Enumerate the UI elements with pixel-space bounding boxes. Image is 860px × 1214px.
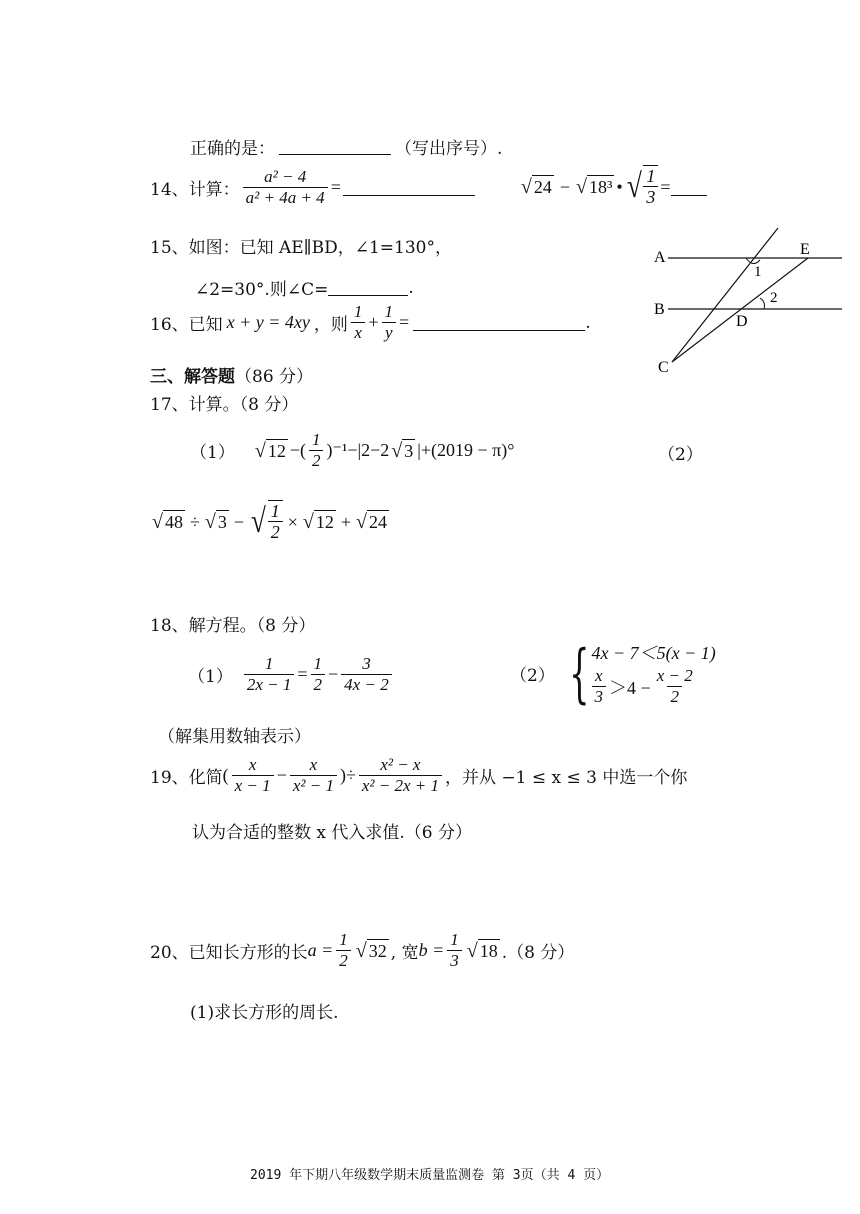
q13-tail: 正确的是： （写出序号）. bbox=[190, 139, 503, 159]
question-17-part2: √ 48 ÷ √ 3 − √ $\frac{1}{2}$ × √ 12 + √ 24 bbox=[152, 501, 387, 542]
geometry-figure bbox=[650, 222, 850, 377]
sqrt-one-third: √ $\frac{1}{3}$ bbox=[625, 165, 659, 209]
answer-blank[interactable] bbox=[279, 138, 391, 155]
sqrt-24: √ 24 bbox=[520, 176, 552, 198]
question-19: 19、化简 ( $\frac{x}{x - 1}$ − $\frac{x}{\text{x² − 1}}$ )÷ $\frac{\text{x² − x}}{\text{x² − 2x + 1}}$ ，并从 −1 ≤ x ≤ 3 中选一个你 bbox=[150, 755, 688, 795]
question-17-part2-label: （2） bbox=[658, 445, 703, 465]
section-3-heading: 三、解答题 （86 分） bbox=[150, 367, 314, 387]
question-17-label: 17、计算。（8 分） bbox=[150, 395, 299, 415]
label-a: A bbox=[654, 249, 666, 266]
question-18-label: 18、解方程。（8 分） bbox=[150, 616, 316, 636]
label-angle-1: 1 bbox=[754, 264, 762, 280]
question-18-note: （解集用数轴表示） bbox=[158, 727, 311, 747]
question-14: 14、计算： $\frac{\text{a² − 4}}{\text{a² + 4a + 4}}$ = √ 24 − √ 18³ • √ $\frac{1}{3}$ = bbox=[150, 165, 707, 209]
answer-blank[interactable] bbox=[671, 179, 707, 196]
page-footer: 2019 年下期八年级数学期末质量监测卷 第 3页（共 4 页） bbox=[250, 1168, 610, 1183]
label-e: E bbox=[800, 241, 810, 258]
question-20: 20、已知长方形的长 a = $\frac{1}{2}$ √ 32 , 宽 b = $\frac{1}{3}$ √ 18 .（8 分） bbox=[150, 930, 575, 970]
line-ca bbox=[672, 228, 778, 362]
sqrt-18-cubed: √ 18³ bbox=[575, 176, 613, 198]
question-16: 16、已知 x + y = 4xy ，则 $\frac{1}{x}$ + $\frac{1}{y}$ = . bbox=[150, 302, 591, 342]
label-c: C bbox=[658, 359, 669, 376]
question-18-part1: （1） $\frac{1}{2x - 1}$ = $\frac{1}{2}$ − $\frac{3}{4x - 2}$ bbox=[188, 654, 395, 695]
answer-blank[interactable] bbox=[413, 314, 585, 331]
answer-blank[interactable] bbox=[328, 279, 408, 296]
line-ce bbox=[672, 258, 808, 362]
fraction: $\frac{\text{a² − 4}}{\text{a² + 4a + 4}}$ bbox=[243, 167, 328, 208]
label-d: D bbox=[736, 313, 748, 330]
system-brace: { bbox=[569, 636, 590, 711]
question-18-part2: （2） { 4x − 7＜5(x − 1) $\frac{x}{3}$ ＞4 − $\frac{x - 2}{2}$ bbox=[510, 636, 716, 711]
question-20-sub1: (1)求长方形的周长. bbox=[190, 1003, 339, 1023]
question-19-line2: 认为合适的整数 x 代入求值.（6 分） bbox=[192, 823, 473, 843]
question-15-line2: ∠2=30°.则∠C= . bbox=[195, 277, 414, 300]
angle-2-arc bbox=[760, 298, 765, 309]
answer-blank[interactable] bbox=[343, 179, 475, 196]
label-b: B bbox=[654, 301, 665, 318]
question-17-part1: （1） √ 12 −( $\frac{1}{2}$ )⁻¹−|2−2 √ 3 |+(2019 − π)° bbox=[190, 430, 515, 470]
label-angle-2: 2 bbox=[770, 290, 778, 306]
question-15-line1: 15、如图：已知 AE∥BD，∠1=130°， bbox=[150, 238, 452, 258]
